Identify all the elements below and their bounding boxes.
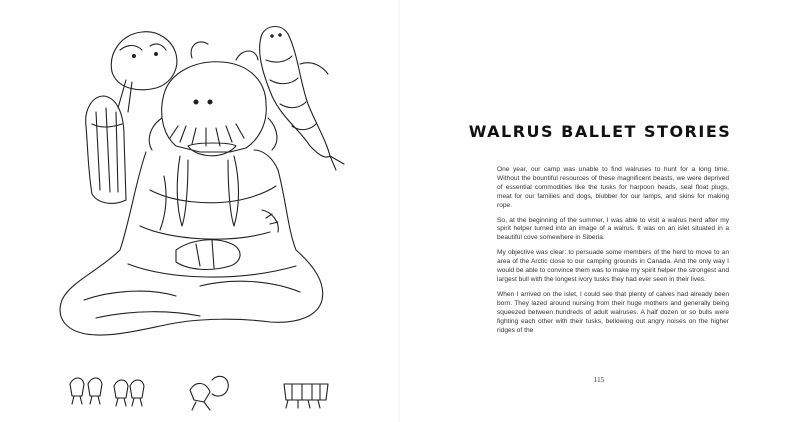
main-walrus-head <box>149 42 277 226</box>
chapter-title: WALRUS BALLET STORIES <box>468 122 732 141</box>
background-walrus-head <box>111 32 177 112</box>
paragraph: My objective was clear: to persuade some members of the herd to move to an area of the Arctic close to our camping grounds in Canada. And the only way I would be able to convince them was to make my spirit helper the strongest and largest bull with the longest ivory tusks they had ever seen in their lives. <box>497 249 729 283</box>
paragraph: One year, our camp was unable to find walruses to hunt for a long time. Without the bountiful resources of these magnificent beasts, we were deprived of essential commodities like the tusks for harpoon heads, seal float plugs, meat for our families and dogs, blubber for our lamps, and skins for making rope. <box>497 166 729 209</box>
page-number: 115 <box>593 376 605 384</box>
figure-group-2 <box>114 380 144 406</box>
story-text <box>497 166 729 341</box>
figure-group-3 <box>190 376 228 410</box>
diving-seal <box>260 27 344 171</box>
figure-group-1 <box>70 378 102 404</box>
figure-group-4 <box>284 384 328 408</box>
dancing-walrus-figures <box>70 376 328 410</box>
paragraph: When I arrived on the islet, I could see that plenty of calves had already been born. They lazed around nursing from their huge mothers and generally being squeezed between hundreds of adult walruses. A half dozen or so bulls were fighting each other with their tusks, bellowing out angry noises on the higher ridges of the <box>497 290 729 334</box>
paragraph: So, at the beginning of the summer, I was able to visit a walrus herd after my spirit helper turned into an image of a walrus. It was on an islet situated in a beautiful cove somewhere in Siberia. <box>497 216 729 242</box>
raised-flipper <box>86 96 126 203</box>
